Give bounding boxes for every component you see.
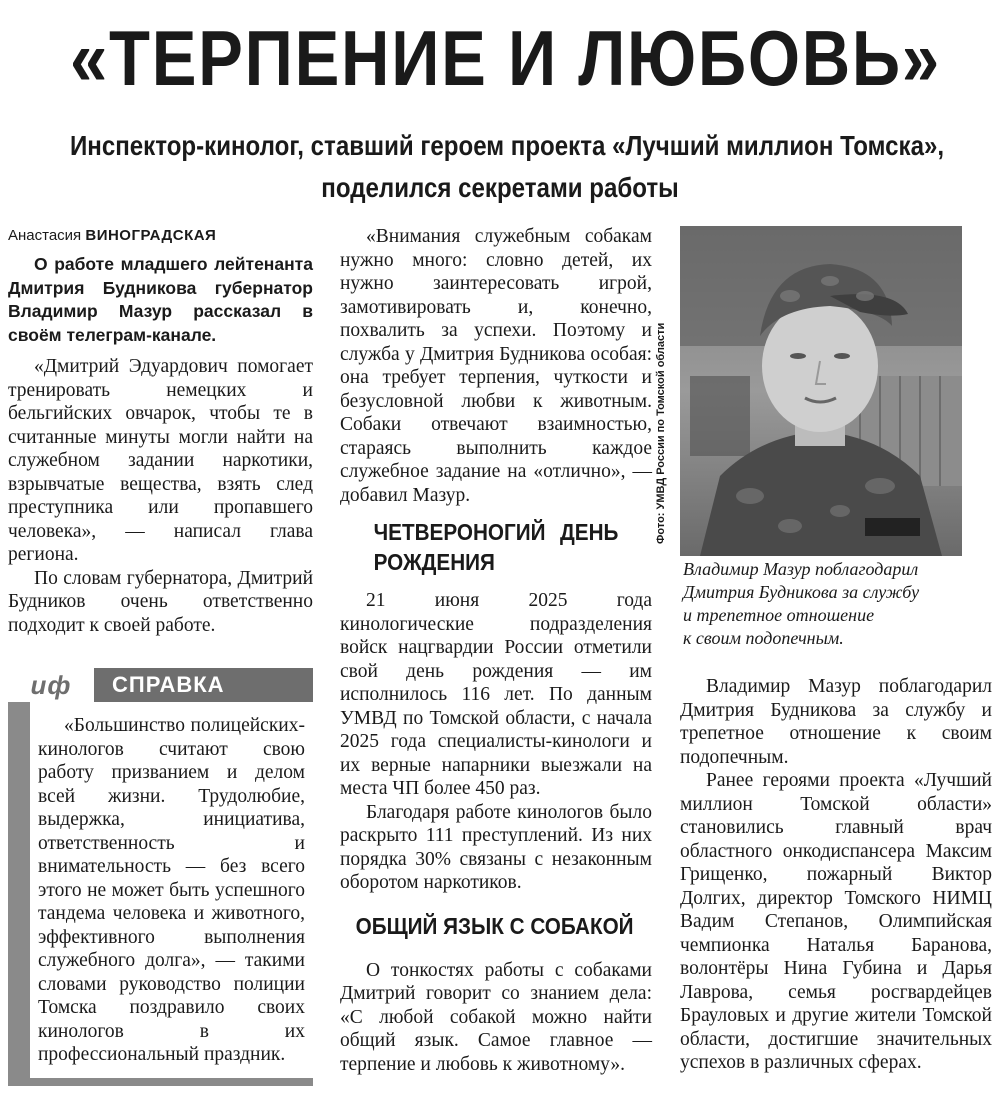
body-paragraph: О тонкостях работы с собаками Дмитрий говорит со знанием дела: «С любой собакой можно найти общий язык. Самое главное — терпение и любовь к животному». [340, 959, 652, 1075]
byline [8, 225, 313, 247]
section-heading: ОБЩИЙ ЯЗЫК С СОБАКОЙ [355, 912, 634, 939]
caption-line-2: Дмитрия Будникова за службу [683, 582, 920, 602]
sidebar-title: СПРАВКА [112, 672, 225, 697]
photo-caption [683, 558, 983, 650]
sidebar-header [8, 668, 313, 702]
publication-logo: иф [8, 668, 94, 702]
subheadline-line-2: поделился секретами работы [321, 172, 679, 203]
body-paragraph: По словам губернатора, Дмитрий Будников очень ответственно подходит к своей работе. [8, 567, 313, 636]
portrait-image [680, 226, 962, 556]
subheadline-line-1: Инспектор-кинолог, ставший героем проекта «Лучший миллион Томска», [70, 130, 945, 161]
subheadline [70, 125, 945, 209]
photo-credit: Фото: УМВД России по Томской области [655, 322, 667, 544]
body-paragraph: 21 июня 2025 года кинологические подразделения войск нацгвардии России отметили свой день рождения — им исполнилось 116 лет. По данным УМВД по Томской области, с начала 2025 года специалисты-кинологи и их верные напарники выезжали на места ЧП более 450 раз. [340, 590, 652, 799]
column-3 [680, 675, 992, 1075]
body-paragraph: Владимир Мазур поблагодарил Дмитрия Будникова за службу и трепетное отношение к своим подопечным. [680, 676, 992, 768]
body-paragraph: Ранее героями проекта «Лучший миллион Томской области» становились главный врач областного онкодиспансера Максим Грищенко, пожарный Виктор Долгих, директор Томского НИМЦ Вадим Степанов, Олимпийская чемпионка Наталья Баранова, волонтёры Нина Губина и Дарья Лаврова, семья росгвардейцев Брауловых и другие жители Томской области, достигшие значительных успехов в различных сферах. [680, 770, 992, 1073]
portrait-photo [680, 226, 962, 556]
column-1 [8, 225, 313, 637]
caption-line-3: и трепетное отношение [683, 605, 875, 625]
author-last-name: ВИНОГРАДСКАЯ [85, 227, 217, 244]
body-paragraph: Благодаря работе кинологов было раскрыто 111 преступлений. Из них порядка 30% связаны с незаконным оборотом наркотиков. [340, 801, 652, 893]
info-sidebar [8, 668, 313, 1086]
caption-line-1: Владимир Мазур поблагодарил [683, 559, 919, 579]
column-2 [340, 225, 652, 1076]
section-heading: ЧЕТВЕРОНОГИЙ ДЕНЬ РОЖДЕНИЯ [373, 519, 619, 575]
sidebar-text: «Большинство полицейских-кинологов считают свою работу призванием и делом всей жизни. Трудолюбие, выдержка, инициатива, ответственность и внимательность — без всего этого не может быть успешного тандема человека и животного, эффективного выполнения служебного долга», — такими словами руководство полиции Томска поздравило своих кинологов в их профессиональный праздник. [8, 702, 313, 1086]
lead-paragraph: О работе младшего лейтенанта Дмитрия Будникова губернатор Владимир Мазур рассказал в своём телеграм-канале. [8, 254, 313, 345]
headline: «ТЕРПЕНИЕ И ЛЮБОВЬ» [70, 14, 941, 102]
body-paragraph: «Внимания служебным собакам нужно много: словно детей, их нужно заинтересовать игрой, замотивировать и, конечно, похвалить за успехи. Поэтому и служба у Дмитрия Будникова особая: она требует терпения, чуткости и безусловной любви к животным. Собаки отвечают взаимностью, стараясь выполнить каждое служебное задание на «отлично», — добавил Мазур. [340, 226, 652, 506]
body-paragraph: «Дмитрий Эдуардович помогает тренировать немецких и бельгийских овчарок, чтобы те в считанные минуты могли найти на служебном задании наркотики, взрывчатые вещества, взять след преступника или пропавшего человека», — написал глава региона. [8, 356, 313, 565]
author-first-name: Анастасия [8, 227, 82, 244]
caption-line-4: к своим подопечным. [683, 628, 844, 648]
